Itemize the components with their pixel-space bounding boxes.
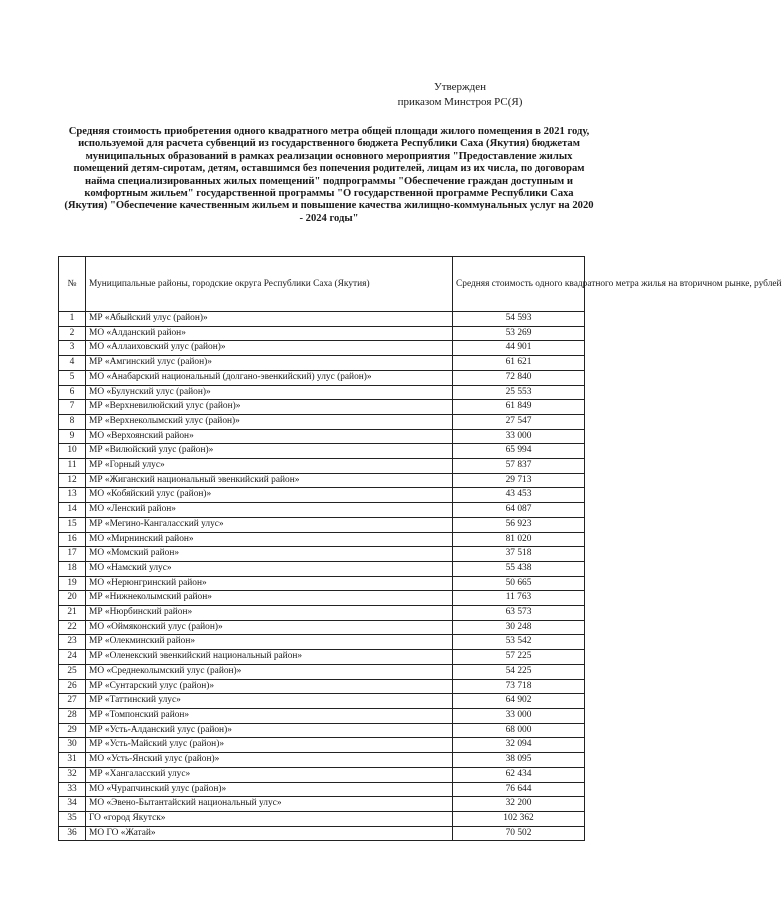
row-price: 61 849 (453, 400, 585, 415)
row-num: 11 (59, 459, 86, 474)
table-row (59, 312, 585, 327)
row-price: 25 553 (453, 385, 585, 400)
row-price: 33 000 (453, 708, 585, 723)
row-price: 53 542 (453, 635, 585, 650)
row-num: 34 (59, 797, 86, 812)
row-num: 2 (59, 326, 86, 341)
table-row (59, 488, 585, 503)
table-row (59, 826, 585, 841)
row-name: МР «Таттинский улус» (86, 694, 453, 709)
row-price: 32 200 (453, 797, 585, 812)
row-num: 4 (59, 356, 86, 371)
row-name: МР «Оленекский эвенкийский национальный район» (86, 650, 453, 665)
row-num: 8 (59, 414, 86, 429)
row-num: 3 (59, 341, 86, 356)
row-price: 53 269 (453, 326, 585, 341)
row-num: 32 (59, 767, 86, 782)
table-row (59, 694, 585, 709)
row-name: МР «Усть-Майский улус (район)» (86, 738, 453, 753)
table-row (59, 385, 585, 400)
row-price: 32 094 (453, 738, 585, 753)
table-row (59, 532, 585, 547)
row-name: МО «Ленский район» (86, 503, 453, 518)
price-table (58, 256, 782, 841)
table-row (59, 517, 585, 532)
table-row (59, 459, 585, 474)
row-price: 72 840 (453, 370, 585, 385)
row-name: МР «Нижнеколымский район» (86, 591, 453, 606)
row-name: МО «Чурапчинский улус (район)» (86, 782, 453, 797)
row-price: 68 000 (453, 723, 585, 738)
row-num: 7 (59, 400, 86, 415)
row-num: 29 (59, 723, 86, 738)
row-name: МР «Сунтарский улус (район)» (86, 679, 453, 694)
row-price: 61 621 (453, 356, 585, 371)
row-name: МО «Нерюнгринский район» (86, 576, 453, 591)
table-row (59, 753, 585, 768)
row-price: 33 000 (453, 429, 585, 444)
row-num: 21 (59, 606, 86, 621)
table-row (59, 370, 585, 385)
row-price: 44 901 (453, 341, 585, 356)
row-num: 5 (59, 370, 86, 385)
row-name: МО «Эвено-Бытантайский национальный улус» (86, 797, 453, 812)
row-price: 63 573 (453, 606, 585, 621)
row-price: 81 020 (453, 532, 585, 547)
row-num: 10 (59, 444, 86, 459)
approval-stamp (360, 80, 560, 110)
table-row (59, 664, 585, 679)
row-name: МР «Горный улус» (86, 459, 453, 474)
row-num: 18 (59, 561, 86, 576)
header-price: Средняя стоимость одного квадратного метра жилья на вторичном рынке, рублей (453, 257, 585, 312)
row-price: 43 453 (453, 488, 585, 503)
row-price: 64 902 (453, 694, 585, 709)
row-num: 27 (59, 694, 86, 709)
row-price: 30 248 (453, 620, 585, 635)
row-num: 14 (59, 503, 86, 518)
row-price: 73 718 (453, 679, 585, 694)
row-num: 20 (59, 591, 86, 606)
row-name: МО «Момский район» (86, 547, 453, 562)
table-row (59, 356, 585, 371)
row-num: 30 (59, 738, 86, 753)
table-body (59, 312, 585, 841)
row-num: 1 (59, 312, 86, 327)
row-price: 62 434 (453, 767, 585, 782)
table-row (59, 767, 585, 782)
row-price: 64 087 (453, 503, 585, 518)
row-name: МР «Усть-Алданский улус (район)» (86, 723, 453, 738)
row-name: МО ГО «Жатай» (86, 826, 453, 841)
table-row (59, 679, 585, 694)
document-title: Средняя стоимость приобретения одного квадратного метра общей площади жилого помещения в 2021 году, используемой для расчета субвенций из государственного бюджета Республики Саха (Якутия) бюджетам муниципальных образований в рамках реализации основного мероприятия "Предоставление жилых помещений детям-сиротам, детям, оставшимся без попечения родителей, лицам из их числа, по договорам найма специализированных жилых помещений" подпрограммы "Обеспечение граждан доступным и комфортным жильем" государственной программы "О государственной программе Республики Саха (Якутия) "Обеспечение качественным жильем и повышение качества жилищно-коммунальных услуг на 2020 - 2024 годы" (64, 126, 594, 224)
table-row (59, 738, 585, 753)
row-name: МО «Аллаиховский улус (район)» (86, 341, 453, 356)
row-num: 31 (59, 753, 86, 768)
header-name: Муниципальные районы, городские округа Республики Саха (Якутия) (86, 257, 453, 312)
table-row (59, 503, 585, 518)
row-name: МР «Верхневилюйский улус (район)» (86, 400, 453, 415)
row-num: 35 (59, 811, 86, 826)
row-name: МР «Нюрбинский район» (86, 606, 453, 621)
row-num: 26 (59, 679, 86, 694)
row-price: 76 644 (453, 782, 585, 797)
row-name: МО «Анабарский национальный (долгано-эвенкийский) улус (район)» (86, 370, 453, 385)
row-name: МР «Абыйский улус (район)» (86, 312, 453, 327)
approval-line-2: приказом Минстроя РС(Я) (397, 96, 523, 108)
row-name: МР «Томпонский район» (86, 708, 453, 723)
table-row (59, 561, 585, 576)
table-row (59, 797, 585, 812)
row-num: 15 (59, 517, 86, 532)
table-row (59, 547, 585, 562)
table-row (59, 591, 585, 606)
row-name: МР «Жиганский национальный эвенкийский район» (86, 473, 453, 488)
table-row (59, 650, 585, 665)
row-num: 9 (59, 429, 86, 444)
row-num: 12 (59, 473, 86, 488)
table-row (59, 414, 585, 429)
table-row (59, 811, 585, 826)
row-price: 57 837 (453, 459, 585, 474)
row-price: 27 547 (453, 414, 585, 429)
row-name: МР «Амгинский улус (район)» (86, 356, 453, 371)
row-price: 29 713 (453, 473, 585, 488)
header-num: № (59, 257, 86, 312)
row-num: 6 (59, 385, 86, 400)
row-price: 37 518 (453, 547, 585, 562)
row-name: МО «Оймяконский улус (район)» (86, 620, 453, 635)
row-num: 23 (59, 635, 86, 650)
row-price: 55 438 (453, 561, 585, 576)
row-name: МО «Усть-Янский улус (район)» (86, 753, 453, 768)
row-price: 38 095 (453, 753, 585, 768)
table-row (59, 635, 585, 650)
row-name: ГО «город Якутск» (86, 811, 453, 826)
row-price: 11 763 (453, 591, 585, 606)
row-num: 24 (59, 650, 86, 665)
table-row (59, 444, 585, 459)
table-row (59, 723, 585, 738)
row-price: 102 362 (453, 811, 585, 826)
row-name: МО «Верхоянский район» (86, 429, 453, 444)
row-num: 16 (59, 532, 86, 547)
row-price: 50 665 (453, 576, 585, 591)
table-row (59, 606, 585, 621)
table-row (59, 429, 585, 444)
row-name: МО «Среднеколымский улус (район)» (86, 664, 453, 679)
row-price: 57 225 (453, 650, 585, 665)
row-name: МР «Олекминский район» (86, 635, 453, 650)
table-header-row (59, 257, 585, 312)
row-name: МО «Булунский улус (район)» (86, 385, 453, 400)
table-row (59, 708, 585, 723)
row-name: МР «Мегино-Кангаласский улус» (86, 517, 453, 532)
row-num: 22 (59, 620, 86, 635)
table-row (59, 782, 585, 797)
table-row (59, 473, 585, 488)
approval-line-1: Утвержден (433, 81, 487, 93)
table-row (59, 576, 585, 591)
row-price: 54 593 (453, 312, 585, 327)
row-num: 25 (59, 664, 86, 679)
row-price: 56 923 (453, 517, 585, 532)
table-row (59, 326, 585, 341)
row-name: МР «Верхнеколымский улус (район)» (86, 414, 453, 429)
row-name: МО «Мирнинский район» (86, 532, 453, 547)
table-row (59, 400, 585, 415)
row-num: 28 (59, 708, 86, 723)
row-name: МО «Намский улус» (86, 561, 453, 576)
row-name: МР «Хангаласский улус» (86, 767, 453, 782)
row-num: 36 (59, 826, 86, 841)
row-price: 54 225 (453, 664, 585, 679)
row-num: 33 (59, 782, 86, 797)
table-row (59, 341, 585, 356)
row-price: 70 502 (453, 826, 585, 841)
row-name: МО «Кобяйский улус (район)» (86, 488, 453, 503)
row-num: 13 (59, 488, 86, 503)
row-name: МР «Вилюйский улус (район)» (86, 444, 453, 459)
row-name: МО «Алданский район» (86, 326, 453, 341)
table-row (59, 620, 585, 635)
row-price: 65 994 (453, 444, 585, 459)
row-num: 17 (59, 547, 86, 562)
row-num: 19 (59, 576, 86, 591)
